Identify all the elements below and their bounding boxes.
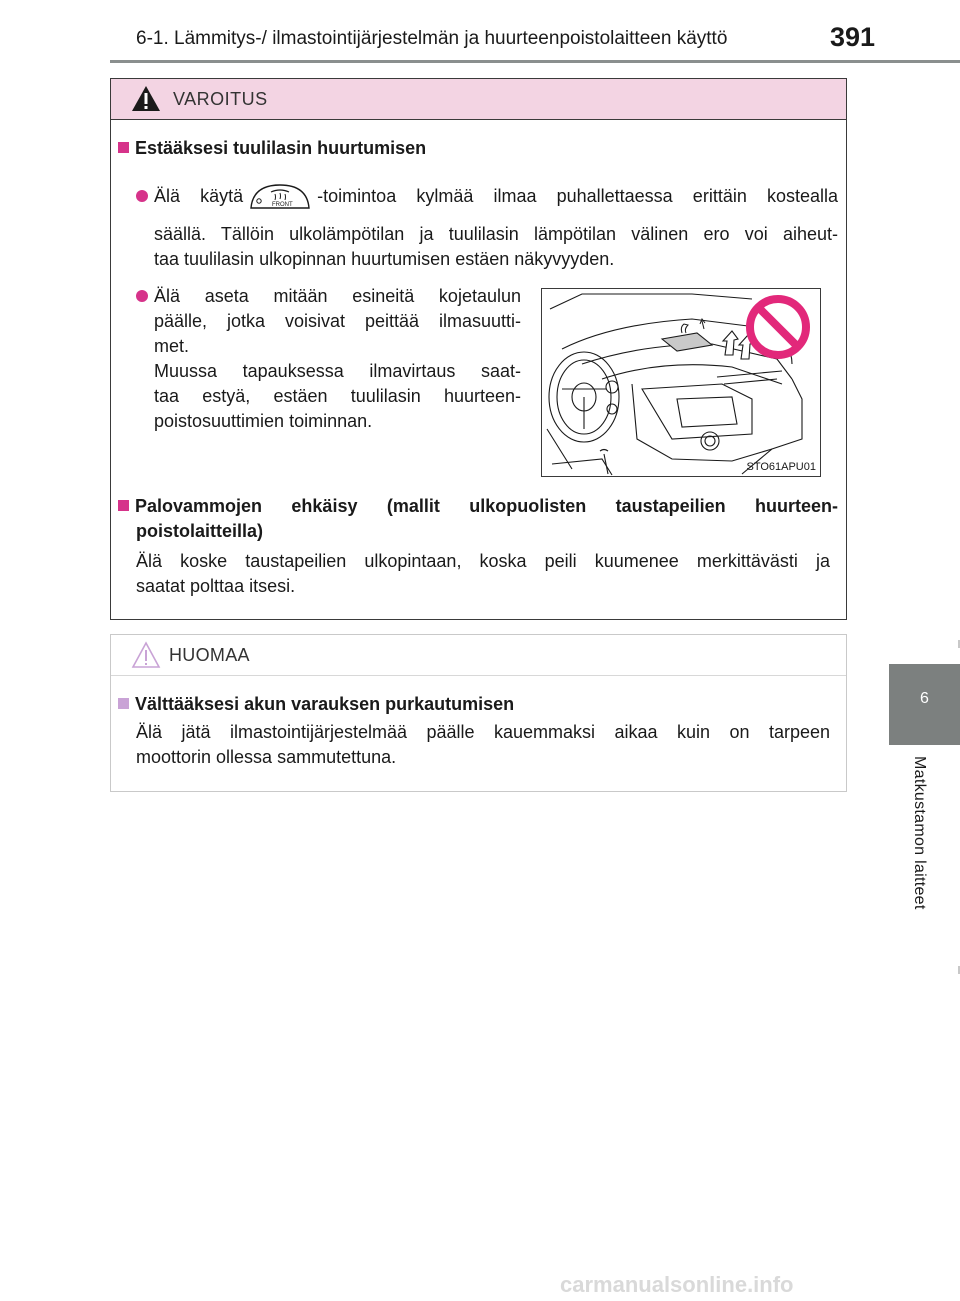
svg-text:FRONT: FRONT	[272, 202, 293, 208]
square-bullet-icon	[118, 142, 129, 153]
section-heading-continuation: poistolaitteilla)	[136, 521, 264, 541]
header-rule	[110, 60, 960, 63]
square-bullet-icon	[118, 500, 129, 511]
caution-triangle-icon	[131, 641, 161, 669]
warning-triangle-icon	[131, 85, 161, 112]
notice-title: HUOMAA	[169, 645, 250, 665]
square-bullet-icon	[118, 698, 129, 709]
bullet-paragraph: Älä aseta mitään esineitä kojetaulun	[136, 284, 521, 309]
section-heading: Palovammojen ehkäisy (mallit ulkopuolisten taustapeilien huurteen-	[118, 494, 838, 519]
warning-paragraph: Älä koske taustapeilien ulkopintaan, koska peili kuumenee merkittävästi ja saatat polttaa itsesi.	[136, 551, 830, 596]
dashboard-drawing	[542, 289, 820, 476]
page-number: 391	[830, 22, 876, 52]
chapter-label: Matkustamon laitteet	[911, 756, 928, 910]
bullet-continuation: päälle, jotka voisivat peittää ilmasuutti- met. Muussa tapauksessa ilmavirtaus saat- taa estyä, estäen tuulilasin huurteen- poistosuuttimien toiminnan.	[154, 311, 521, 431]
front-defroster-icon	[247, 182, 313, 217]
chapter-number: 6	[920, 690, 929, 707]
notice-header	[111, 635, 846, 676]
round-bullet-icon	[136, 190, 148, 202]
bullet-paragraph: Älä käytä FRONT -toimintoa kylmää ilmaa puhallettaessa erittäin kostealla	[136, 182, 838, 217]
watermark: carmanualsonline.info	[560, 1272, 794, 1297]
illustration-code: STO61APU01	[746, 461, 816, 473]
warning-header	[111, 79, 846, 120]
notice-heading: Välttääksesi akun varauksen purkautumisen	[118, 692, 514, 717]
bullet-continuation: säällä. Tällöin ulkolämpötilan ja tuulilasin lämpötilan välinen ero voi aiheut- taa tuulilasin ulkopinnan huurtumisen estäen näkyvyyden.	[154, 224, 838, 269]
warning-title: VAROITUS	[173, 89, 268, 109]
running-header: 6-1. Lämmitys-/ ilmastointijärjestelmän ja huurteenpoistolaitteen käyttö	[136, 28, 728, 49]
chapter-tab	[889, 664, 960, 745]
section-heading: Estääksesi tuulilasin huurtumisen	[118, 136, 426, 161]
round-bullet-icon	[136, 290, 148, 302]
notice-paragraph: Älä jätä ilmastointijärjestelmää päälle kauemmaksi aikaa kuin on tarpeen moottorin ollessa sammutettuna.	[136, 722, 830, 767]
dashboard-illustration	[541, 288, 821, 477]
